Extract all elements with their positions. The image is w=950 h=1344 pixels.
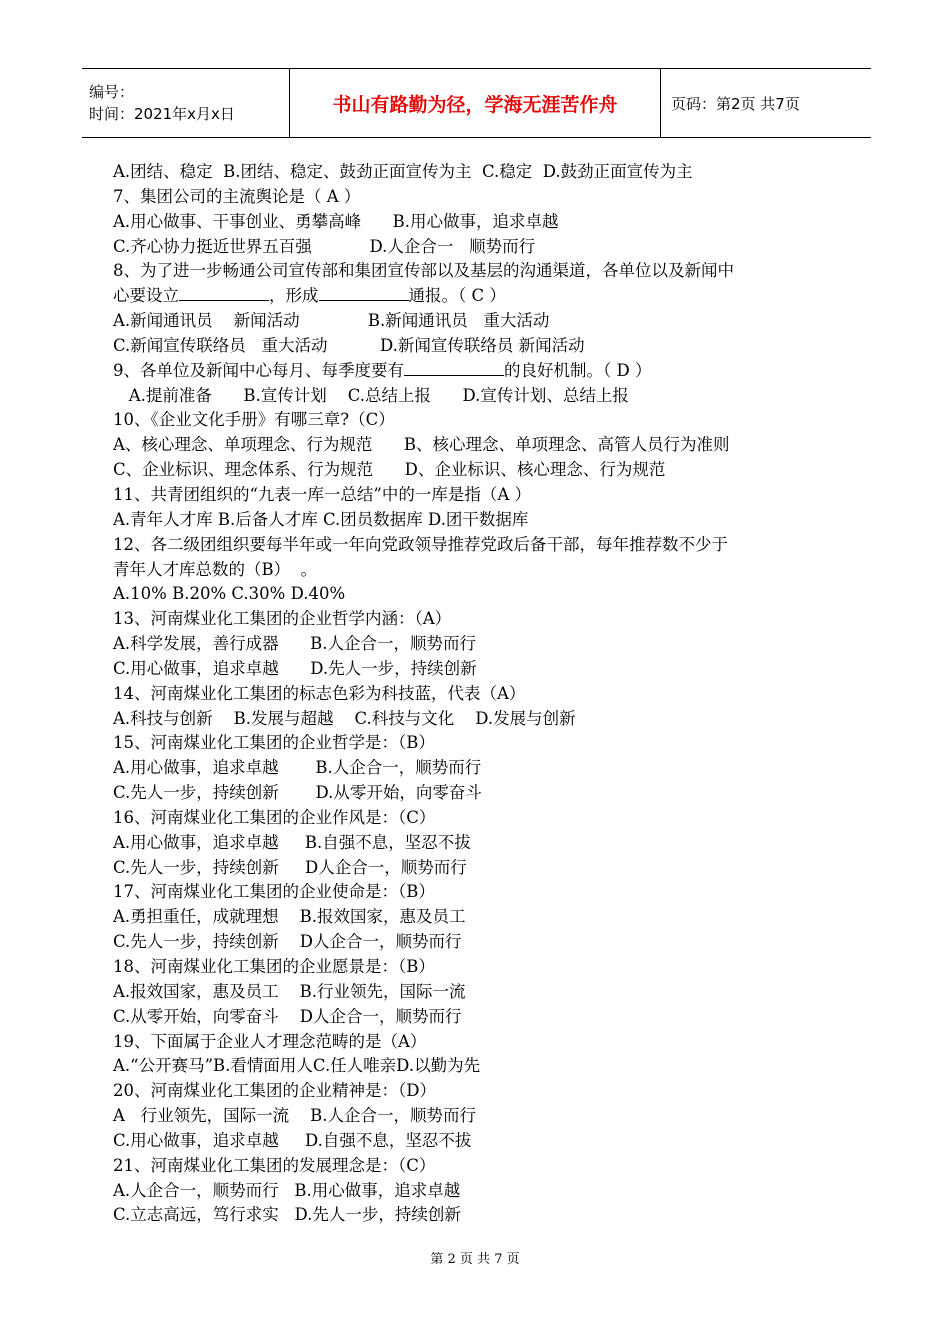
line-text: A.团结、稳定 B.团结、稳定、鼓劲正面宣传为主 C.稳定 D.鼓劲正面宣传为主: [113, 162, 693, 181]
line-text: 15、河南煤业化工集团的企业哲学是：（B）: [113, 733, 435, 753]
text-line: [113, 657, 833, 682]
text-line: [113, 1005, 833, 1030]
line-text: C、企业标识、理念体系、行为规范 D、企业标识、核心理念、行为规范: [113, 460, 666, 480]
line-text: C.先人一步，持续创新 D人企合一，顺势而行: [113, 857, 467, 877]
line-text: 20、河南煤业化工集团的企业精神是：（D）: [113, 1081, 436, 1101]
text-line: [113, 930, 833, 955]
line-text: 19、下面属于企业人才理念范畴的是（A）: [113, 1031, 427, 1051]
line-text: C.齐心协力挺近世界五百强 D.人企合一 顺势而行: [113, 236, 536, 256]
line-text: A.提前准备 B.宣传计划 C.总结上报 D.宣传计划、总结上报: [113, 385, 629, 405]
line-text: 18、河南煤业化工集团的企业愿景是：（B）: [113, 957, 435, 976]
line-text: A.勇担重任，成就理想 B.报效国家，惠及员工: [113, 907, 466, 927]
text-line: [113, 433, 833, 458]
text-line: [113, 980, 833, 1005]
text-line: [113, 781, 833, 806]
line-text: A.科学发展，善行成器 B.人企合一，顺势而行: [113, 634, 476, 654]
line-text: A.科技与创新 B.发展与超越 C.科技与文化 D.发展与创新: [113, 708, 576, 728]
line-text-mid: ，形成: [269, 286, 319, 306]
text-line: [113, 284, 833, 309]
line-text: 青年人才库总数的（B） 。: [113, 559, 318, 579]
header-left-cell: [82, 69, 290, 137]
text-line: [113, 210, 833, 235]
text-line: [113, 533, 833, 558]
text-line: [113, 856, 833, 881]
line-text: 10、《企业文化手册》有哪三章?（C）: [113, 410, 395, 430]
header-time-label: 时间：2021年x月x日: [89, 105, 235, 123]
text-line: [113, 1054, 833, 1079]
text-line: [113, 880, 833, 905]
line-text: 16、河南煤业化工集团的企业作风是：（C）: [113, 807, 436, 827]
text-line: [113, 905, 833, 930]
line-text: 14、河南煤业化工集团的标志色彩为科技蓝，代表（A）: [113, 683, 526, 703]
line-text: C.用心做事，追求卓越 D.先人一步，持续创新: [113, 658, 477, 678]
line-text: A.人企合一，顺势而行 B.用心做事，追求卓越: [113, 1180, 461, 1200]
text-line: [113, 1030, 833, 1055]
text-line: [113, 508, 833, 533]
text-line: [113, 1203, 833, 1228]
fill-in-blank: [179, 284, 269, 301]
line-text: A.新闻通讯员 新闻活动 B.新闻通讯员 重大活动: [113, 311, 550, 331]
line-text: 13、河南煤业化工集团的企业哲学内涵：（A）: [113, 609, 452, 629]
line-text: 心要设立: [113, 286, 179, 306]
footer-page-number: 第 2 页 共 7 页: [430, 1252, 520, 1267]
text-line: [113, 831, 833, 856]
fill-in-blank: [319, 284, 409, 301]
text-line: [113, 607, 833, 632]
line-text: 17、河南煤业化工集团的企业使命是：（B）: [113, 882, 435, 902]
text-line: [113, 806, 833, 831]
page-footer: [0, 1248, 950, 1267]
text-line: [113, 1179, 833, 1204]
header-number-label: 编号：: [89, 83, 135, 101]
fill-in-blank: [404, 359, 504, 376]
line-text: A.“公开赛马”B.看情面用人C.任人唯亲D.以勤为先: [113, 1056, 481, 1076]
header-page-label: 页码：第2页 共7页: [671, 94, 800, 113]
line-text: 9、各单位及新闻中心每月、每季度要有: [113, 360, 404, 380]
text-line: [113, 185, 833, 210]
line-text: A.用心做事，追求卓越 B.人企合一，顺势而行: [113, 758, 482, 778]
page-header: [82, 68, 871, 138]
line-text: C.从零开始，向零奋斗 D人企合一，顺势而行: [113, 1006, 462, 1026]
text-line: [113, 1129, 833, 1154]
text-line: [113, 707, 833, 732]
line-text: A.青年人才库 B.后备人才库 C.团员数据库 D.团干数据库: [113, 509, 529, 529]
line-text: C.用心做事，追求卓越 D.自强不息，坚忍不拔: [113, 1130, 472, 1150]
text-line: [113, 408, 833, 433]
text-line: [113, 384, 833, 409]
text-line: [113, 731, 833, 756]
line-text: A.用心做事、干事创业、勇攀高峰 B.用心做事，追求卓越: [113, 211, 559, 231]
text-line: [113, 1104, 833, 1129]
text-line: [113, 756, 833, 781]
text-line: [113, 259, 833, 284]
text-line: [113, 359, 833, 384]
text-line: [113, 160, 833, 185]
text-line: [113, 682, 833, 707]
text-line: [113, 582, 833, 607]
line-text: A、核心理念、单项理念、行为规范 B、核心理念、单项理念、高管人员行为准则: [113, 435, 730, 455]
line-text-tail: 通报。（ C ）: [408, 286, 506, 306]
line-text: 8、为了进一步畅通公司宣传部和集团宣传部以及基层的沟通渠道，各单位以及新闻中: [113, 261, 734, 281]
line-text: 11、共青团组织的“九表一库一总结”中的一库是指（A ）: [113, 484, 532, 504]
line-text: 7、集团公司的主流舆论是（ A ）: [113, 186, 361, 206]
line-text: C.先人一步，持续创新 D.从零开始，向零奋斗: [113, 783, 482, 803]
header-page-cell: [661, 69, 871, 137]
text-line: [113, 1079, 833, 1104]
line-text: A.10% B.20% C.30% D.40%: [113, 584, 346, 604]
header-motto-cell: [290, 69, 661, 137]
text-line: [113, 483, 833, 508]
text-line: [113, 334, 833, 359]
text-line: [113, 309, 833, 334]
line-text-mid: 的良好机制。（ D ）: [504, 360, 652, 380]
line-text: 12、各二级团组织要每半年或一年向党政领导推荐党政后备干部，每年推荐数不少于: [113, 534, 728, 554]
line-text: C.先人一步，持续创新 D人企合一，顺势而行: [113, 932, 462, 952]
text-line: [113, 955, 833, 980]
line-text: A 行业领先，国际一流 B.人企合一，顺势而行: [113, 1106, 476, 1126]
line-text: A.报效国家，惠及员工 B.行业领先，国际一流: [113, 981, 466, 1001]
line-text: C.新闻宣传联络员 重大活动 D.新闻宣传联络员 新闻活动: [113, 335, 585, 355]
text-line: [113, 632, 833, 657]
text-line: [113, 235, 833, 260]
line-text: A.用心做事，追求卓越 B.自强不息，坚忍不拔: [113, 832, 471, 852]
text-line: [113, 458, 833, 483]
document-body: [113, 160, 833, 1228]
text-line: [113, 1154, 833, 1179]
text-line: [113, 558, 833, 583]
line-text: 21、河南煤业化工集团的发展理念是：（C）: [113, 1155, 436, 1175]
header-motto: 书山有路勤为径，学海无涯苦作舟: [332, 93, 618, 116]
line-text: C.立志高远，笃行求实 D.先人一步，持续创新: [113, 1205, 461, 1225]
